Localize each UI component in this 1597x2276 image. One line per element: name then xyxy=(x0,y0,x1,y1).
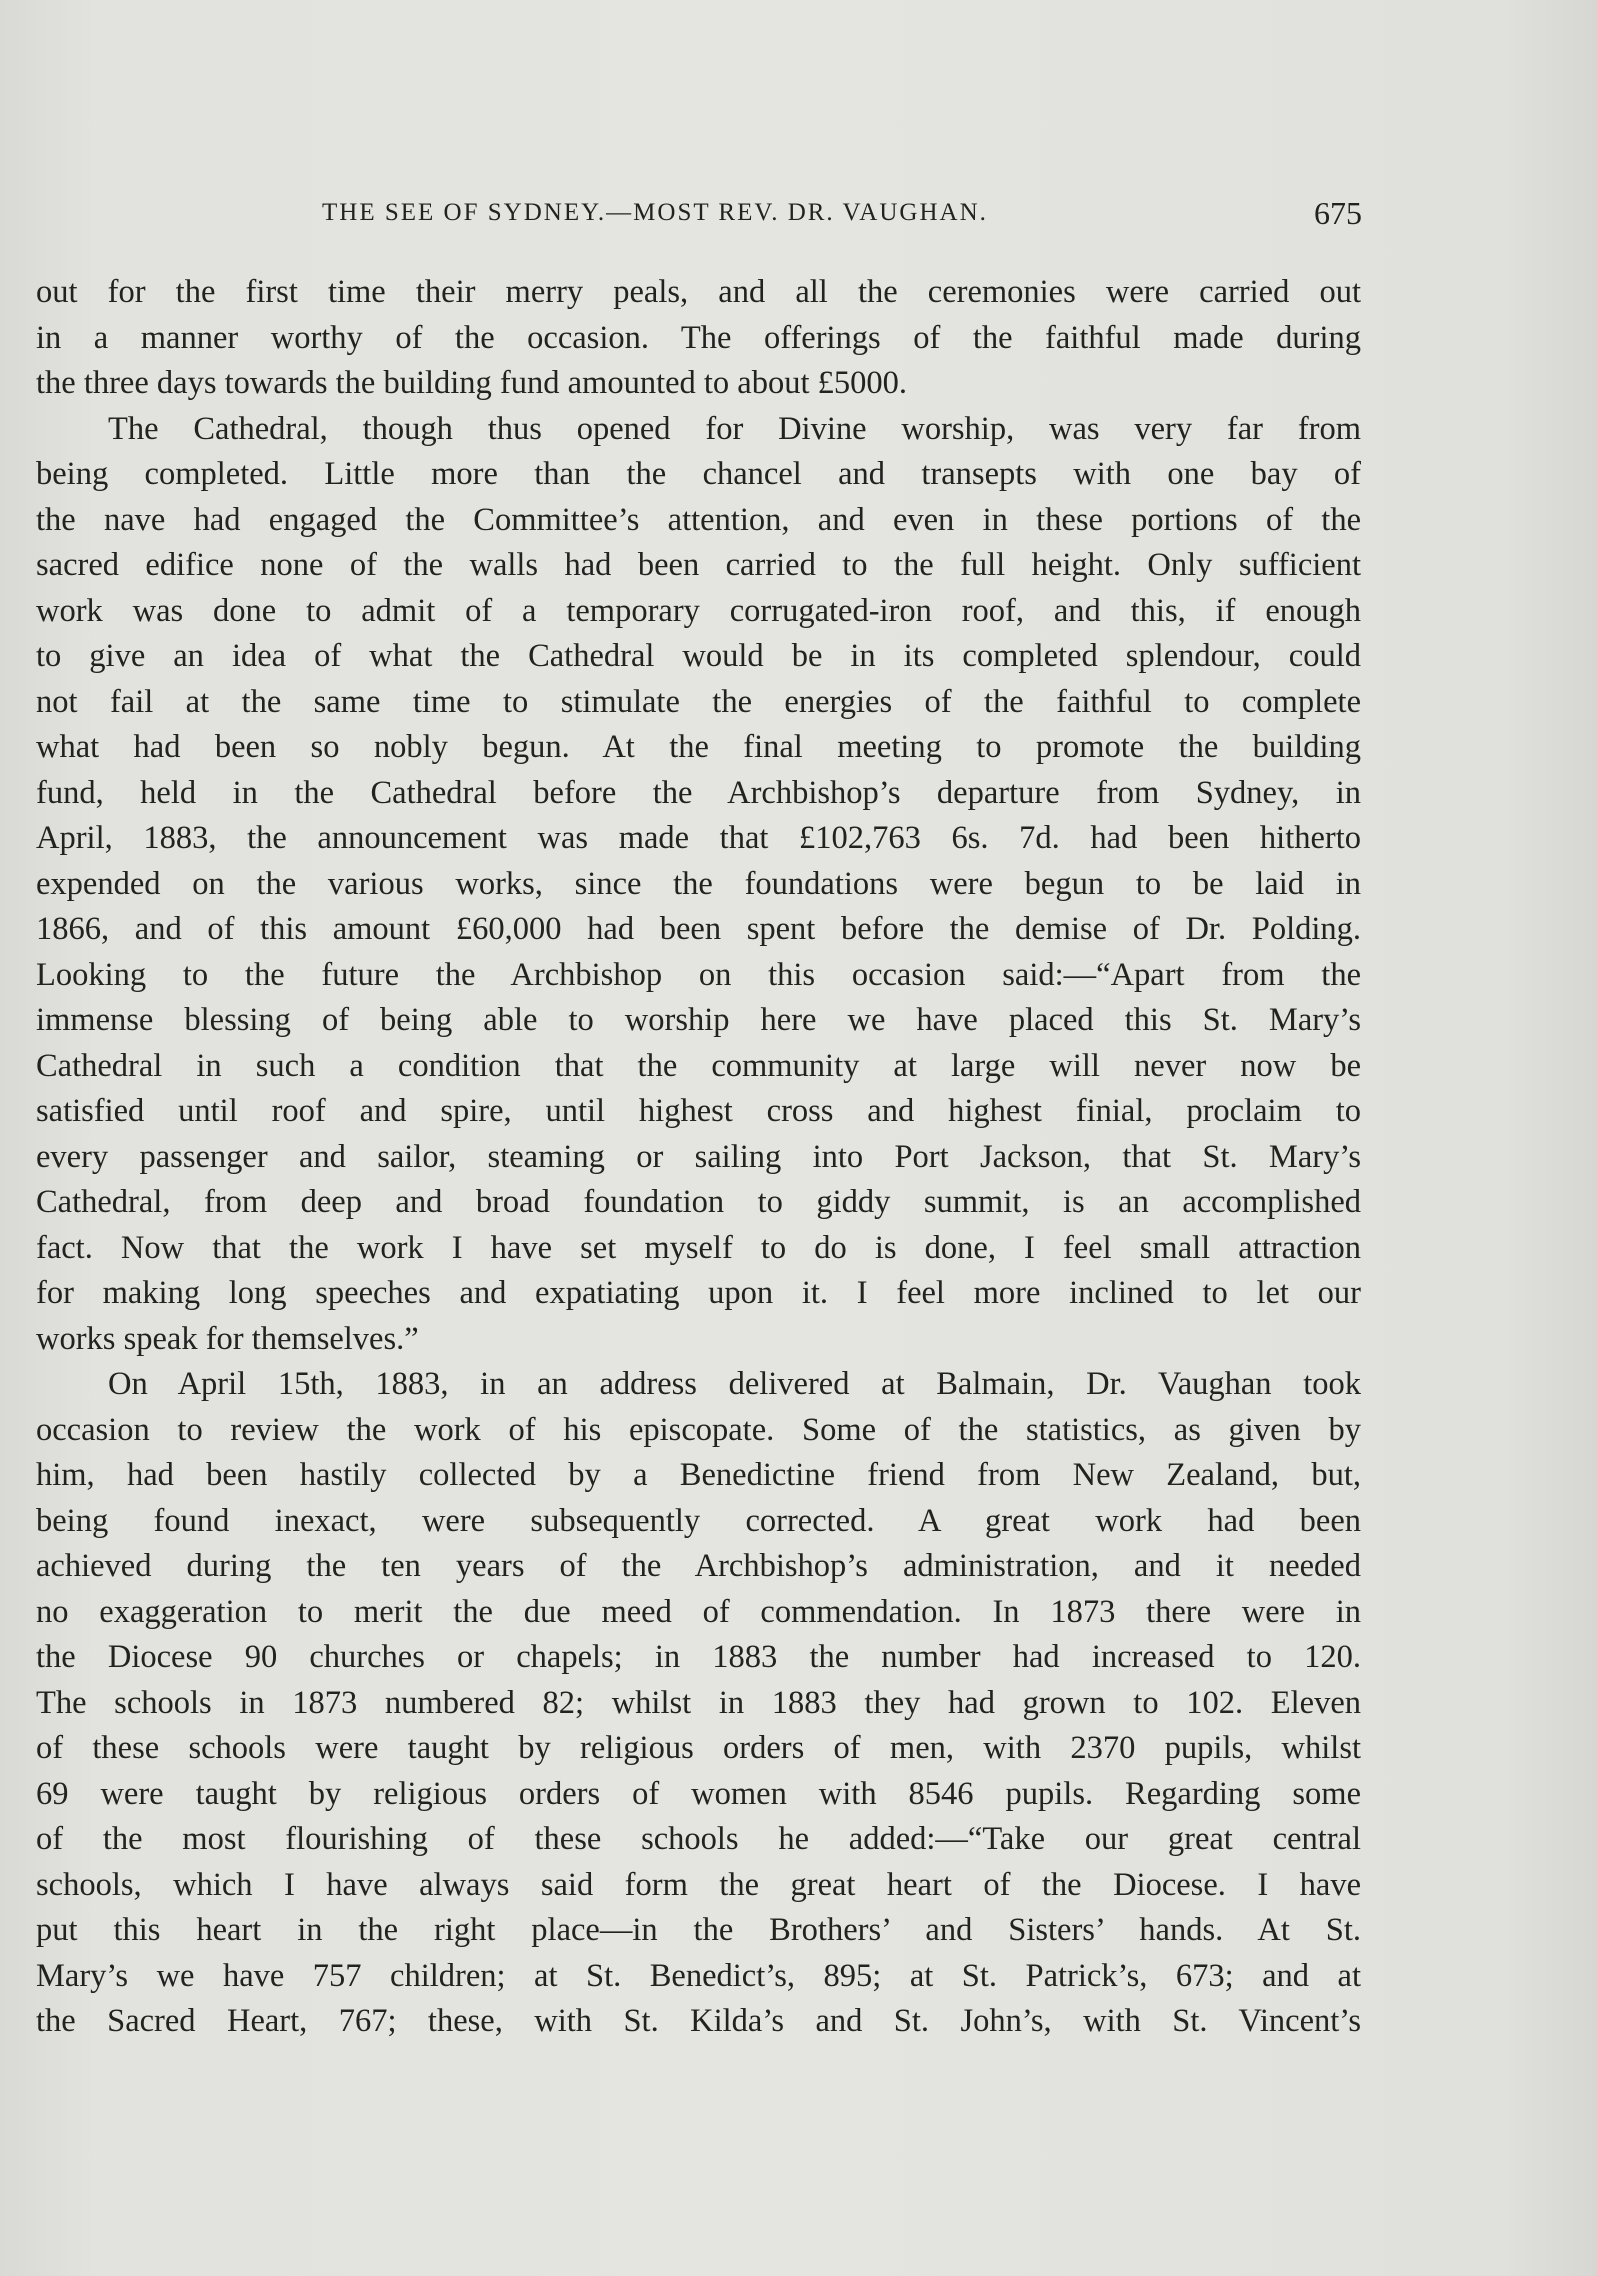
body-text xyxy=(36,270,1361,2045)
text-line: fact. Now that the work I have set myself to do is done, I feel small attraction xyxy=(36,1229,1361,1266)
text-line: the Diocese 90 churches or chapels; in 1883 the number had increased to 120. xyxy=(36,1639,1361,1675)
text-line: Looking to the future the Archbishop on this occasion said:—“Apart from the xyxy=(36,956,1361,993)
text-line: the Sacred Heart, 767; these, with St. Kilda’s and St. John’s, with St. Vincent’s xyxy=(36,2003,1361,2039)
text-line: achieved during the ten years of the Archbishop’s administration, and it needed xyxy=(36,1548,1361,1584)
text-line: On April 15th, 1883, in an address delivered at Balmain, Dr. Vaughan took xyxy=(108,1366,1361,1402)
text-line: the three days towards the building fund amounted to about £5000. xyxy=(36,365,908,401)
text-line: satisfied until roof and spire, until highest cross and highest finial, proclaim to xyxy=(36,1093,1361,1129)
text-line: schools, which I have always said form the great heart of the Diocese. I have xyxy=(36,1866,1361,1903)
running-head xyxy=(322,195,1362,239)
text-line: occasion to review the work of his episcopate. Some of the statistics, as given by xyxy=(36,1411,1361,1448)
text-line: 69 were taught by religious orders of women with 8546 pupils. Regarding some xyxy=(36,1775,1361,1812)
text-line: work was done to admit of a temporary corrugated-iron roof, and this, if enough xyxy=(36,592,1361,629)
text-line: not fail at the same time to stimulate the energies of the faithful to complete xyxy=(36,683,1361,720)
text-line: 1866, and of this amount £60,000 had been spent before the demise of Dr. Polding. xyxy=(36,911,1361,947)
text-line: the nave had engaged the Committee’s attention, and even in these portions of the xyxy=(36,501,1361,538)
text-line: Mary’s we have 757 children; at St. Benedict’s, 895; at St. Patrick’s, 673; and at xyxy=(36,1957,1361,1994)
text-line: The Cathedral, though thus opened for Divine worship, was very far from xyxy=(108,410,1361,447)
text-line: out for the first time their merry peals, and all the ceremonies were carried out xyxy=(36,274,1361,310)
text-line: of these schools were taught by religious orders of men, with 2370 pupils, whilst xyxy=(36,1730,1361,1766)
text-line: what had been so nobly begun. At the final meeting to promote the building xyxy=(36,729,1361,765)
text-line: for making long speeches and expatiating upon it. I feel more inclined to let our xyxy=(36,1275,1361,1311)
page-number: 675 xyxy=(1314,195,1362,231)
text-line: being completed. Little more than the chancel and transepts with one bay of xyxy=(36,456,1361,492)
text-line: The schools in 1873 numbered 82; whilst in 1883 they had grown to 102. Eleven xyxy=(36,1684,1361,1721)
text-line: sacred edifice none of the walls had been carried to the full height. Only sufficient xyxy=(36,547,1361,583)
text-line: works speak for themselves.” xyxy=(36,1320,419,1357)
text-line: being found inexact, were subsequently corrected. A great work had been xyxy=(36,1502,1361,1539)
running-title: THE SEE OF SYDNEY.—MOST REV. DR. VAUGHAN. xyxy=(322,199,988,226)
text-line: him, had been hastily collected by a Benedictine friend from New Zealand, but, xyxy=(36,1457,1361,1493)
text-line: of the most flourishing of these schools he added:—“Take our great central xyxy=(36,1821,1361,1857)
text-line: no exaggeration to merit the due meed of commendation. In 1873 there were in xyxy=(36,1593,1361,1630)
text-line: April, 1883, the announcement was made that £102,763 6s. 7d. had been hitherto xyxy=(36,820,1361,856)
text-line: every passenger and sailor, steaming or sailing into Port Jackson, that St. Mary’s xyxy=(36,1138,1361,1175)
text-line: in a manner worthy of the occasion. The offerings of the faithful made during xyxy=(36,319,1361,356)
text-line: Cathedral in such a condition that the community at large will never now be xyxy=(36,1047,1361,1084)
text-line: to give an idea of what the Cathedral would be in its completed splendour, could xyxy=(36,638,1361,674)
text-line: put this heart in the right place—in the Brothers’ and Sisters’ hands. At St. xyxy=(36,1912,1361,1948)
text-line: immense blessing of being able to worship here we have placed this St. Mary’s xyxy=(36,1002,1361,1038)
text-line: Cathedral, from deep and broad foundation to giddy summit, is an accomplished xyxy=(36,1184,1361,1220)
text-line: expended on the various works, since the foundations were begun to be laid in xyxy=(36,865,1361,902)
text-line: fund, held in the Cathedral before the Archbishop’s departure from Sydney, in xyxy=(36,774,1361,811)
